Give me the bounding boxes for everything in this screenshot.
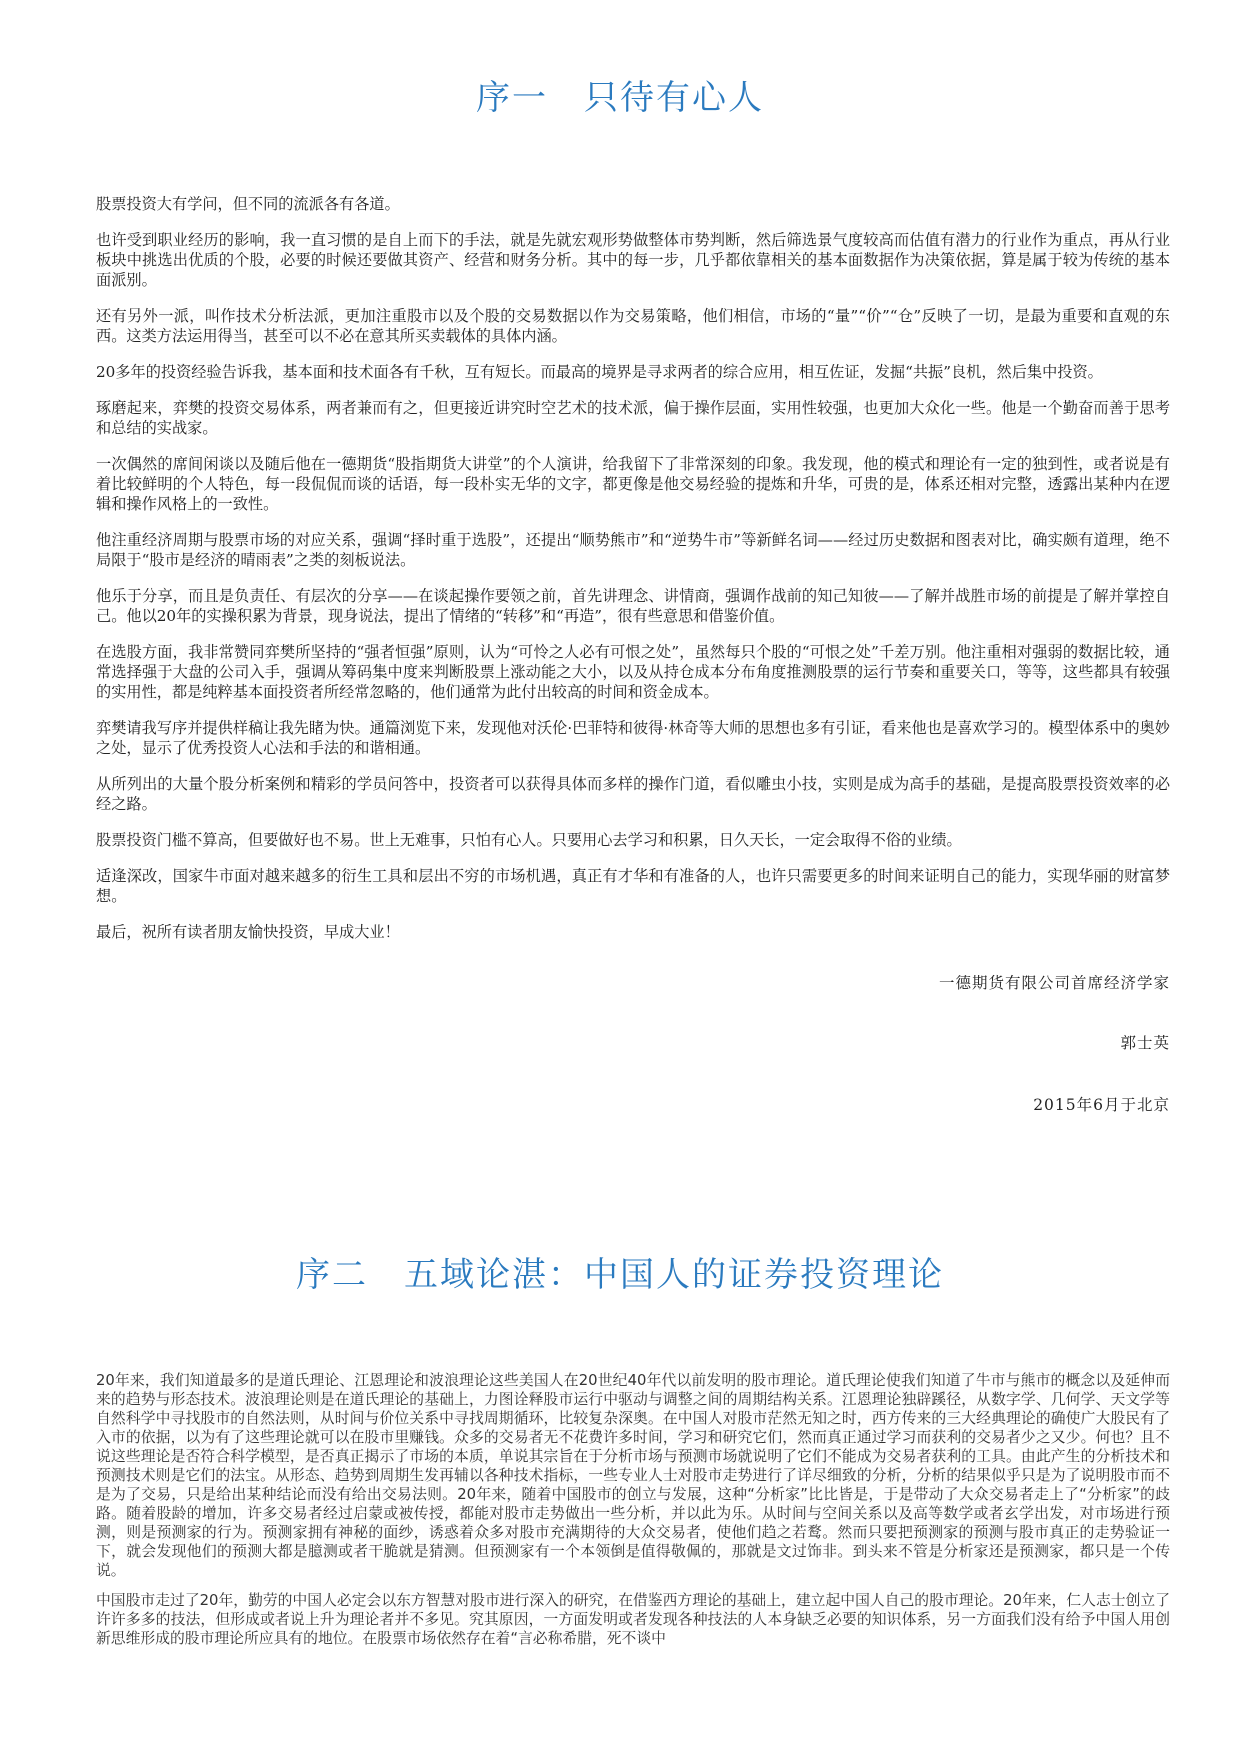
paragraph: 适逢深改，国家牛市面对越来越多的衍生工具和层出不穷的市场机遇，真正有才华和有准备的人，也许只需要更多的时间来证明自己的能力，实现华丽的财富梦想。 — [96, 867, 1170, 905]
preface1-title: 序一 只待有心人 — [476, 78, 764, 118]
preface2-body — [96, 1371, 1170, 1659]
paragraph: 股票投资门槛不算高，但要做好也不易。世上无难事，只怕有心人。只要用心去学习和积累，日久天长，一定会取得不俗的业绩。 — [96, 831, 962, 849]
paragraph: 也许受到职业经历的影响，我一直习惯的是自上而下的手法，就是先就宏观形势做整体市势判断，然后筛选景气度较高而估值有潜力的行业作为重点，再从行业板块中挑选出优质的个股，必要的时候还要做其资产、经营和财务分析。其中的每一步，几乎都依靠相关的基本面数据作为决策依据，算是属于较为传统的基本面派别。 — [96, 231, 1170, 289]
paragraph: 中国股市走过了20年，勤劳的中国人必定会以东方智慧对股市进行深入的研究，在借鉴西方理论的基础上，建立起中国人自己的股市理论。20年来，仁人志士创立了许许多多的技法，但形成或者说上升为理论者并不多见。究其原因，一方面发明或者发现各种技法的人本身缺乏必要的知识体系，另一方面我们没有给予中国人用创新思维形成的股市理论所应具有的地位。在股票市场依然存在着“言必称希腊，死不谈中 — [96, 1592, 1170, 1647]
paragraph: 股票投资大有学问，但不同的流派各有各道。 — [96, 195, 400, 213]
paragraph: 在选股方面，我非常赞同弈樊所坚持的“强者恒强”原则，认为“可怜之人必有可恨之处”，虽然每只个股的“可恨之处”千差万别。他注重相对强弱的数据比较，通常选择强于大盘的公司入手，强调从筹码集中度来判断股票上涨动能之大小，以及从持仓成本分布角度推测股票的运行节奏和重要关口，等等，这些都具有较强的实用性，都是纯粹基本面投资者所经常忽略的，他们通常为此付出较高的时间和资金成本。 — [96, 643, 1170, 701]
signature-name: 郭士英 — [1120, 1034, 1170, 1052]
preface1-body — [96, 194, 1170, 958]
paragraph: 20多年的投资经验告诉我，基本面和技术面各有千秋，互有短长。而最高的境界是寻求两者的综合应用，相互佐证，发掘“共振”良机，然后集中投资。 — [96, 363, 1103, 381]
paragraph: 从所列出的大量个股分析案例和精彩的学员问答中，投资者可以获得具体而多样的操作门道，看似雕虫小技，实则是成为高手的基础，是提高股票投资效率的必经之路。 — [96, 775, 1170, 813]
paragraph: 20年来，我们知道最多的是道氏理论、江恩理论和波浪理论这些美国人在20世纪40年代以前发明的股市理论。道氏理论使我们知道了牛市与熊市的概念以及延伸而来的趋势与形态技术。波浪理论则是在道氏理论的基础上，力图诠释股市运行中驱动与调整之间的周期结构关系。江恩理论独辟蹊径，从数字学、几何学、天文学等自然科学中寻找股市的自然法则，从时间与价位关系中寻找周期循环，比较复杂深奥。在中国人对股市茫然无知之时，西方传来的三大经典理论的确使广大股民有了入市的依据，以为有了这些理论就可以在股市里赚钱。众多的交易者无不花费许多时间，学习和研究它们，然而真正通过学习而获利的交易者少之又少。何也？且不说这些理论是否符合科学模型，是否真正揭示了市场的本质，单说其宗旨在于分析市场与预测市场就说明了它们不能成为交易者获利的工具。由此产生的分析技术和预测技术则是它们的法宝。从形态、趋势到周期生发再辅以各种技术指标，一些专业人士对股市走势进行了详尽细致的分析，分析的结果似乎只是为了说明股市而不是为了交易，只是给出某种结论而没有给出交易法则。20年来，随着中国股市的创立与发展，这种“分析家”比比皆是，于是带动了大众交易者走上了“分析家”的歧路。随着股龄的增加，许多交易者经过启蒙或被传授，都能对股市走势做出一些分析，并以此为乐。从时间与空间关系以及高等数学或者玄学出发，对市场进行预测，则是预测家的行为。预测家拥有神秘的面纱，诱惑着众多对股市充满期待的大众交易者，使他们趋之若鹜。然而只要把预测家的预测与股市真正的走势验证一下，就会发现他们的预测大都是臆测或者干脆就是猜测。但预测家有一个本领倒是值得敬佩的，那就是文过饰非。到头来不管是分析家还是预测家，都只是一个传说。 — [96, 1372, 1170, 1579]
paragraph: 弈樊请我写序并提供样稿让我先睹为快。通篇浏览下来，发现他对沃伦·巴菲特和彼得·林奇等大师的思想也多有引证，看来他也是喜欢学习的。模型体系中的奥妙之处，显示了优秀投资人心法和手法的和谐相通。 — [96, 719, 1170, 757]
signature-date: 2015年6月于北京 — [1033, 1096, 1170, 1114]
paragraph: 他乐于分享，而且是负责任、有层次的分享——在谈起操作要领之前，首先讲理念、讲情商，强调作战前的知己知彼——了解并战胜市场的前提是了解并掌控自己。他以20年的实操积累为背景，现身说法，提出了情绪的“转移”和“再造”，很有些意思和借鉴价值。 — [96, 587, 1170, 625]
preface2-title: 序二 五域论湛：中国人的证券投资理论 — [296, 1255, 944, 1295]
signature-organization: 一德期货有限公司首席经济学家 — [938, 974, 1170, 992]
paragraph: 一次偶然的席间闲谈以及随后他在一德期货“股指期货大讲堂”的个人演讲，给我留下了非常深刻的印象。我发现，他的模式和理论有一定的独到性，或者说是有着比较鲜明的个人特色，每一段侃侃而谈的话语，每一段朴实无华的文字，都更像是他交易经验的提炼和升华，可贵的是，体系还相对完整，透露出某种内在逻辑和操作风格上的一致性。 — [96, 455, 1170, 513]
paragraph: 琢磨起来，弈樊的投资交易体系，两者兼而有之，但更接近讲究时空艺术的技术派，偏于操作层面，实用性较强，也更加大众化一些。他是一个勤奋而善于思考和总结的实战家。 — [96, 399, 1170, 437]
paragraph: 还有另外一派，叫作技术分析法派，更加注重股市以及个股的交易数据以作为交易策略，他们相信，市场的“量”“价”“仓”反映了一切，是最为重要和直观的东西。这类方法运用得当，甚至可以不必在意其所买卖载体的具体内涵。 — [96, 307, 1170, 345]
paragraph: 他注重经济周期与股票市场的对应关系，强调“择时重于选股”，还提出“顺势熊市”和“逆势牛市”等新鲜名词——经过历史数据和图表对比，确实颇有道理，绝不局限于“股市是经济的晴雨表”之类的刻板说法。 — [96, 531, 1170, 569]
paragraph: 最后，祝所有读者朋友愉快投资，早成大业！ — [96, 923, 400, 941]
